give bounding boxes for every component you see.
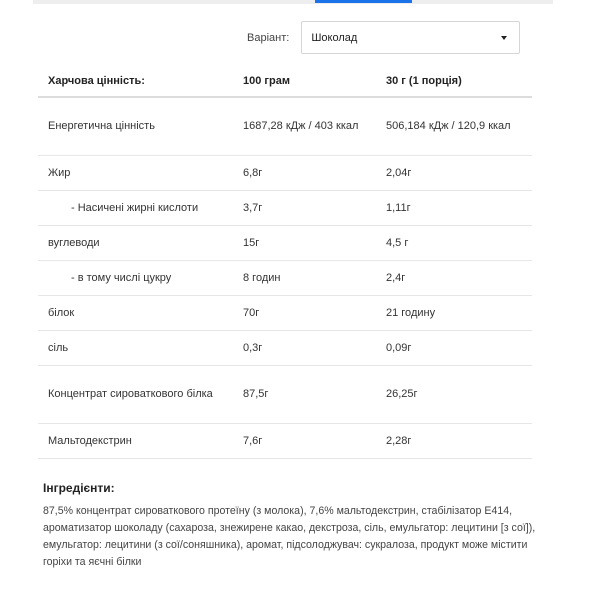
nutrient-name: Мальтодекстрин xyxy=(38,423,243,458)
nutrient-name: Жир xyxy=(38,155,243,190)
top-tab-strip xyxy=(33,0,553,4)
value-per-serving: 2,28г xyxy=(386,423,532,458)
nutrient-name: Концентрат сироваткового білка xyxy=(38,365,243,423)
value-per-100g: 15г xyxy=(243,225,386,260)
nutrition-table xyxy=(38,65,532,459)
value-per-serving: 4,5 г xyxy=(386,225,532,260)
header-per-100g: 100 грам xyxy=(243,65,386,97)
value-per-100g: 8 годин xyxy=(243,260,386,295)
ingredients-text: 87,5% концентрат сироваткового протеїну (з молока), 7,6% мальтодекстрин, стабілізатор E414, ароматизатор шоколаду (сахароза, знежирене какао, декстроза, сіль, емульгатор: лецитини [з сої]), емульгатор: лецитини (з сої/соняшника), аромат, підсолоджувач: сукралоза, продукт може містити горіхи та яєчні білки xyxy=(43,505,536,568)
table-row xyxy=(38,295,532,330)
value-per-serving: 0,09г xyxy=(386,330,532,365)
nutrient-name: - в тому числі цукру xyxy=(38,260,243,295)
table-row xyxy=(38,260,532,295)
table-row xyxy=(38,155,532,190)
variant-selector-row xyxy=(247,21,520,54)
table-row xyxy=(38,423,532,458)
table-row xyxy=(38,330,532,365)
table-row xyxy=(38,365,532,423)
nutrient-name: сіль xyxy=(38,330,243,365)
ingredients-heading: Інгредієнти: xyxy=(43,481,115,495)
variant-dropdown[interactable] xyxy=(301,21,520,54)
nutrition-header-row xyxy=(38,65,532,97)
value-per-serving: 1,11г xyxy=(386,190,532,225)
value-per-serving: 506,184 кДж / 120,9 ккал xyxy=(386,97,532,155)
variant-label: Варіант: xyxy=(247,31,290,44)
value-per-serving: 2,04г xyxy=(386,155,532,190)
value-per-serving: 26,25г xyxy=(386,365,532,423)
nutrient-name: Енергетична цінність xyxy=(38,97,243,155)
table-row xyxy=(38,190,532,225)
chevron-down-icon xyxy=(501,36,507,40)
nutrient-name: - Насичені жирні кислоти xyxy=(38,190,243,225)
nutrient-name: вуглеводи xyxy=(38,225,243,260)
value-per-100g: 7,6г xyxy=(243,423,386,458)
header-per-serving: 30 г (1 порція) xyxy=(386,65,532,97)
nutrient-name: білок xyxy=(38,295,243,330)
value-per-100g: 3,7г xyxy=(243,190,386,225)
value-per-100g: 1687,28 кДж / 403 ккал xyxy=(243,97,386,155)
table-row xyxy=(38,225,532,260)
value-per-100g: 70г xyxy=(243,295,386,330)
variant-selected-value: Шоколад xyxy=(311,31,358,44)
value-per-serving: 21 годину xyxy=(386,295,532,330)
value-per-100g: 0,3г xyxy=(243,330,386,365)
value-per-100g: 6,8г xyxy=(243,155,386,190)
header-nutrition-value: Харчова цінність: xyxy=(38,65,243,97)
value-per-serving: 2,4г xyxy=(386,260,532,295)
table-row xyxy=(38,97,532,155)
active-tab-indicator xyxy=(315,0,412,3)
value-per-100g: 87,5г xyxy=(243,365,386,423)
